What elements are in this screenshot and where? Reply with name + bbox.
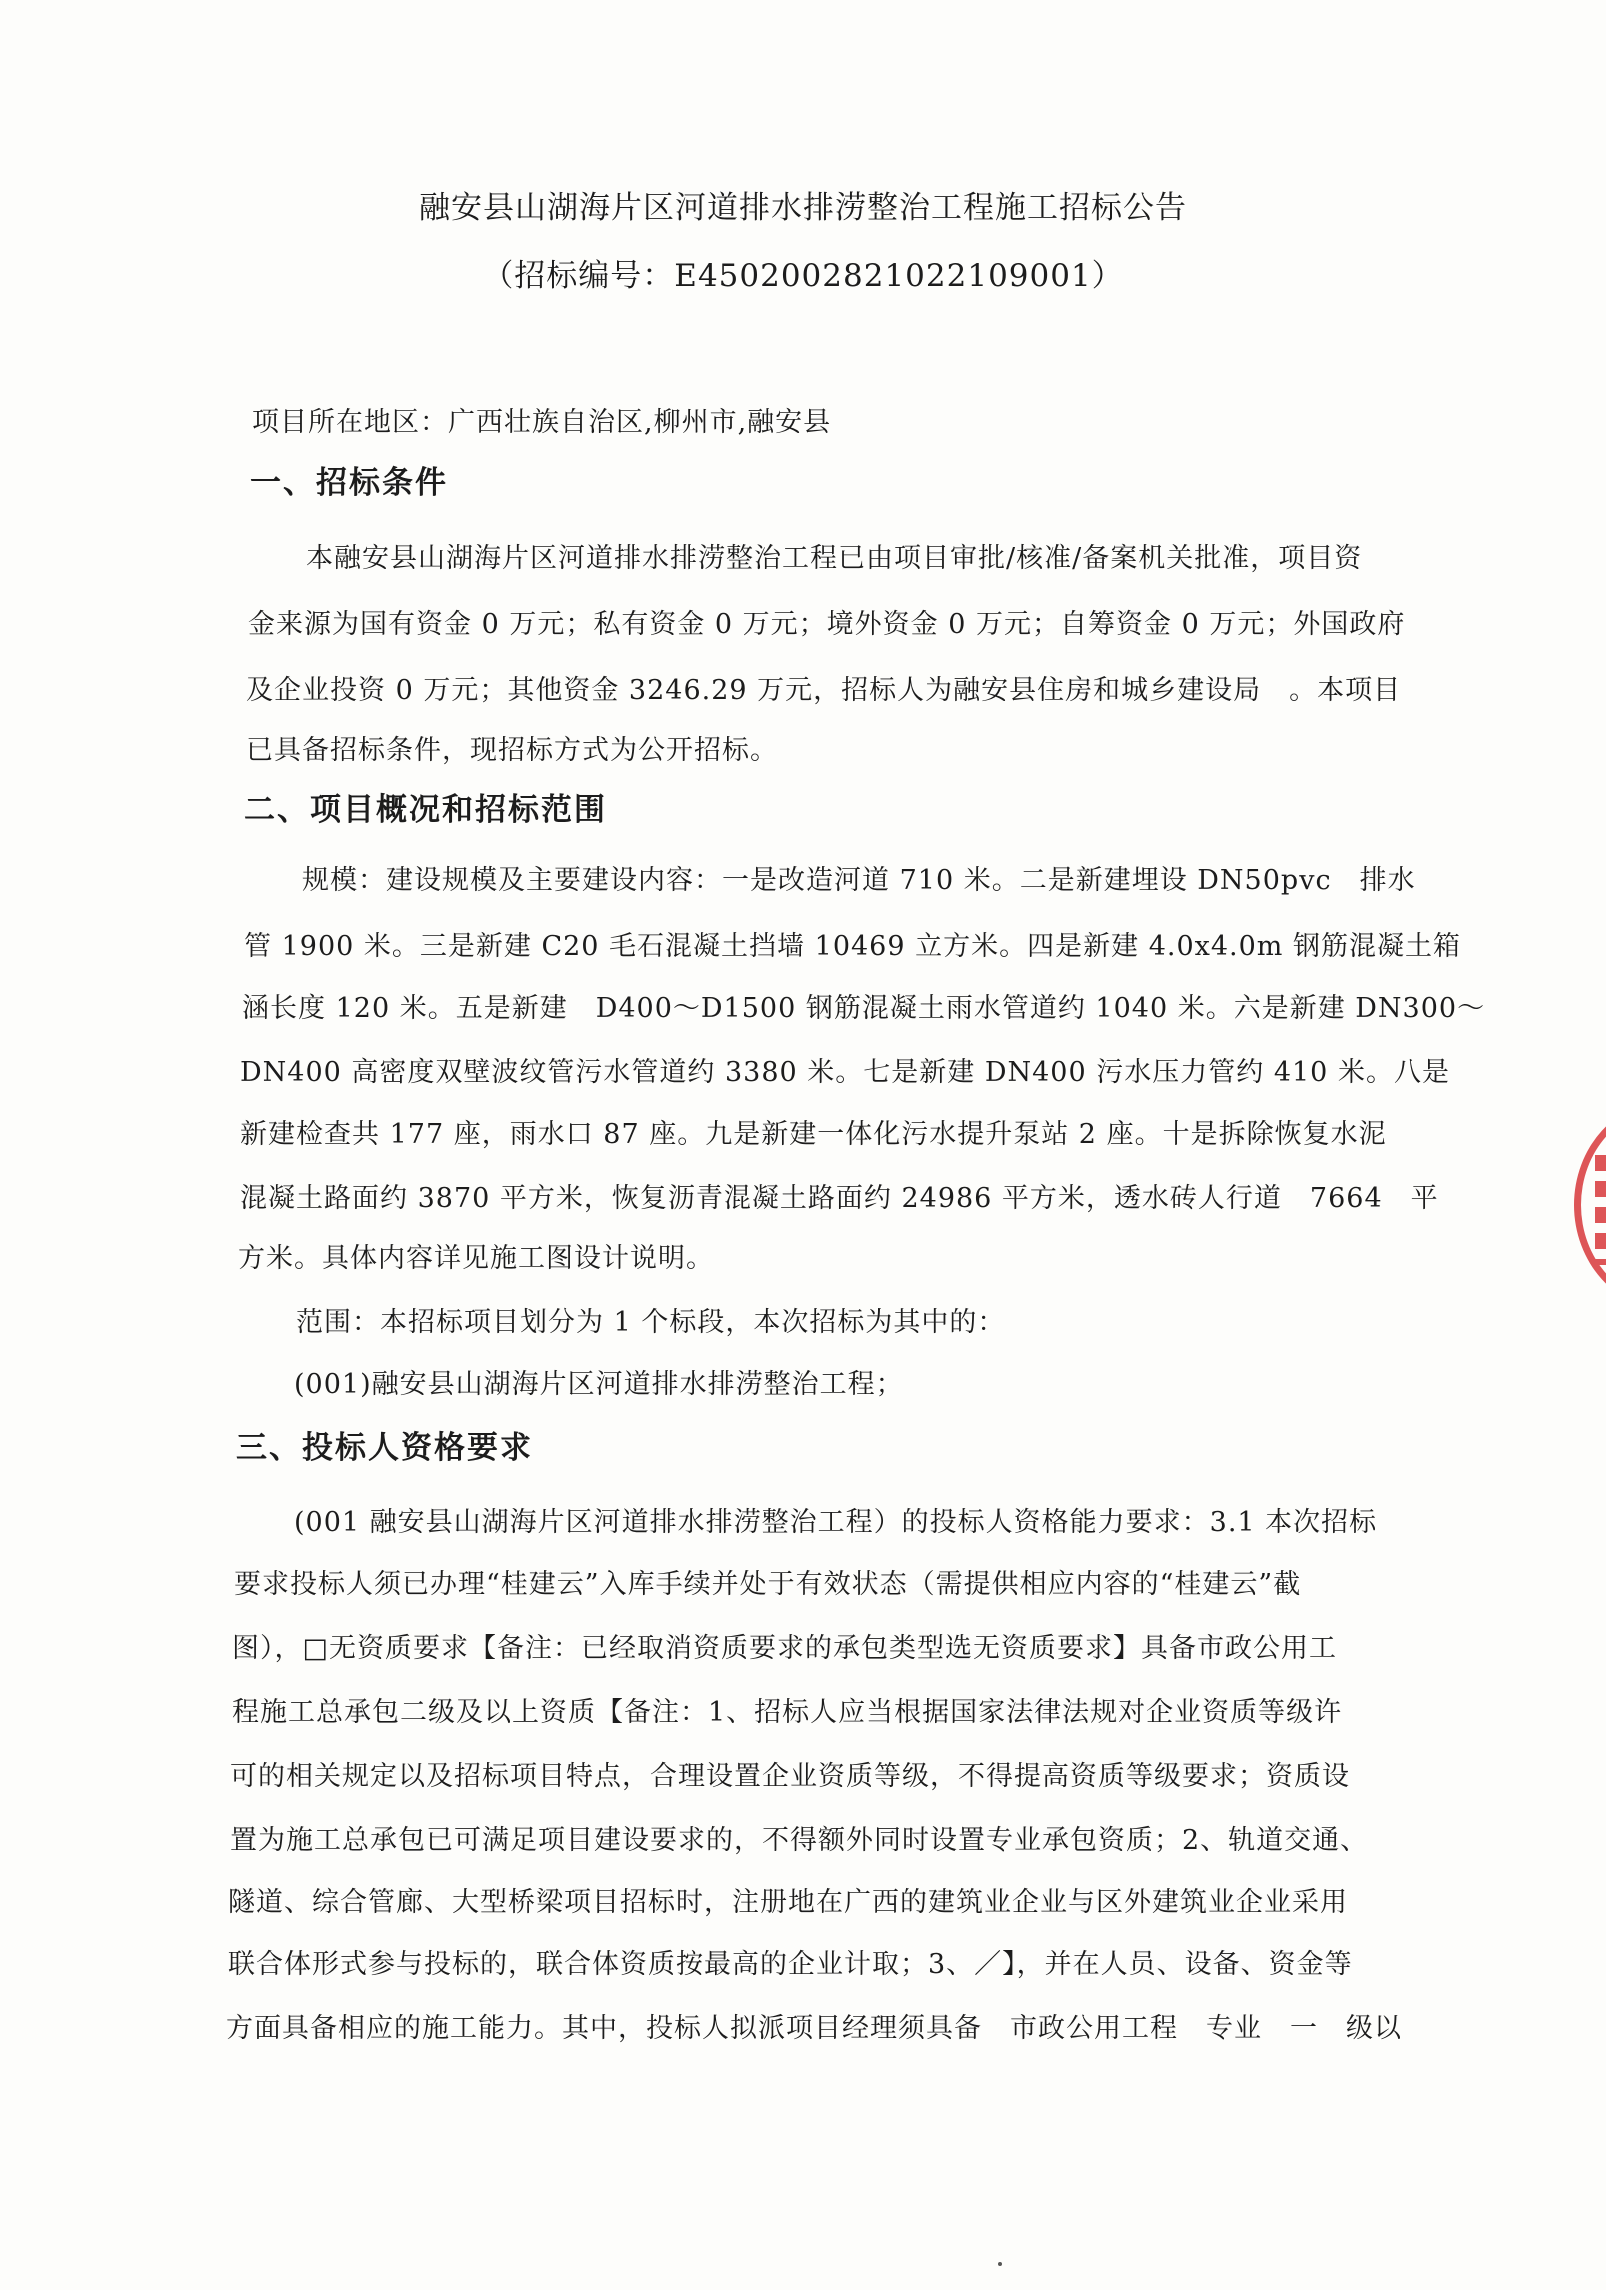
section2-line: 新建检查共 177 座，雨水口 87 座。九是新建一体化污水提升泵站 2 座。十是拆除恢复水泥 (240, 1119, 1387, 1150)
lot-line: (001)融安县山湖海片区河道排水排涝整治工程； (294, 1369, 904, 1400)
section3-line: 联合体形式参与投标的，联合体资质按最高的企业计取；3、／】，并在人员、设备、资金等 (228, 1949, 1353, 1980)
section2-line: 涵长度 120 米。五是新建 D400～D1500 钢筋混凝土雨水管道约 1040 米。六是新建 DN300～ (242, 993, 1486, 1024)
section1-line: 及企业投资 0 万元；其他资金 3246.29 万元，招标人为融安县住房和城乡建设局 。本项目 (246, 675, 1402, 706)
section3-line: 置为施工总承包已可满足项目建设要求的，不得额外同时设置专业承包资质；2、轨道交通、 (230, 1825, 1369, 1856)
section1-line: 已具备招标条件，现招标方式为公开招标。 (246, 735, 778, 766)
seal-mark (1595, 1155, 1606, 1265)
section2-line: 规模：建设规模及主要建设内容：一是改造河道 710 米。二是新建埋设 DN50pvc 排水 (302, 865, 1416, 896)
section2-line: 混凝土路面约 3870 平方米，恢复沥青混凝土路面约 24986 平方米，透水砖人行道 7664 平 (240, 1183, 1439, 1214)
scope-line: 范围：本招标项目划分为 1 个标段，本次招标为其中的： (296, 1307, 1006, 1338)
tender-code: （招标编号：E4502002821022109001） (482, 258, 1124, 294)
section-heading-1: 一、招标条件 (250, 465, 448, 501)
section2-line: 方米。具体内容详见施工图设计说明。 (238, 1243, 714, 1274)
section3-line: 隧道、综合管廊、大型桥梁项目招标时，注册地在广西的建筑业企业与区外建筑业企业采用 (228, 1887, 1348, 1918)
section1-line: 金来源为国有资金 0 万元；私有资金 0 万元；境外资金 0 万元；自筹资金 0 万元；外国政府 (248, 609, 1406, 640)
scan-speck (998, 2262, 1002, 2266)
section-heading-3: 三、投标人资格要求 (236, 1430, 533, 1466)
section2-line: DN400 高密度双壁波纹管污水管道约 3380 米。七是新建 DN400 污水压力管约 410 米。八是 (240, 1057, 1450, 1088)
section3-line: 要求投标人须已办理“桂建云”入库手续并处于有效状态（需提供相应内容的“桂建云”截 (234, 1569, 1302, 1600)
section3-line: 方面具备相应的施工能力。其中，投标人拟派项目经理须具备 市政公用工程 专业 一 级以 (226, 2013, 1402, 2044)
document-title: 融安县山湖海片区河道排水排涝整治工程施工招标公告 (419, 190, 1187, 226)
section-heading-2: 二、项目概况和招标范围 (244, 792, 607, 828)
project-location: 项目所在地区：广西壮族自治区,柳州市,融安县 (252, 407, 832, 438)
section3-line: 可的相关规定以及招标项目特点，合理设置企业资质等级，不得提高资质等级要求；资质设 (230, 1761, 1350, 1792)
section2-line: 管 1900 米。三是新建 C20 毛石混凝土挡墙 10469 立方米。四是新建 4.0x4.0m 钢筋混凝土箱 (244, 931, 1461, 962)
official-seal (1574, 1100, 1606, 1310)
section3-line: 程施工总承包二级及以上资质【备注：1、招标人应当根据国家法律法规对企业资质等级许 (232, 1697, 1343, 1728)
section3-line: 图），□无资质要求【备注：已经取消资质要求的承包类型选无资质要求】具备市政公用工 (232, 1633, 1338, 1664)
section1-line: 本融安县山湖海片区河道排水排涝整治工程已由项目审批/核准/备案机关批准，项目资 (306, 543, 1363, 574)
section3-line: (001 融安县山湖海片区河道排水排涝整治工程）的投标人资格能力要求：3.1 本次招标 (294, 1507, 1378, 1538)
